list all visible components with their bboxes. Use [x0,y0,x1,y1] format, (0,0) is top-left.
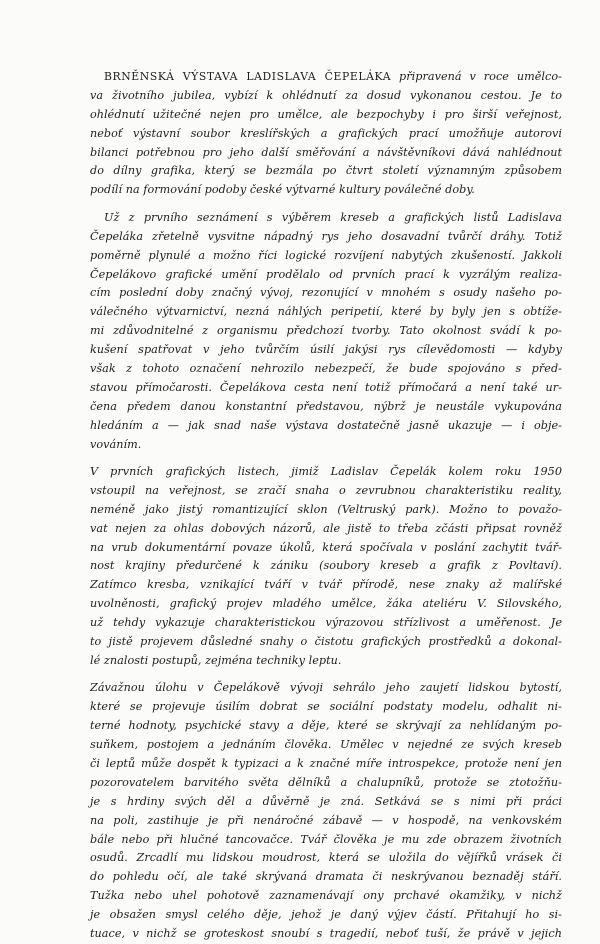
paragraph-2 [90,209,562,455]
line-rest: připravená v roce umělco- [391,70,562,83]
text-line: podílí na formování podoby české výtvarné kultury poválečné doby. [90,183,475,197]
text-line: nost krajiny předurčené k zániku (soubory kreseb a grafik z Povltaví). [90,559,562,573]
text-line: které se projevuje úsilím dobrat se sociální podstaty modelu, odhalit ni- [90,700,562,714]
text-line: uvolněnosti, grafický projev mladého umělce, žáka ateliéru V. Silovského, [90,597,562,611]
text-line: Už z prvního seznámení s výběrem kreseb a grafických listů Ladislava [104,210,562,224]
text-line: ohlédnutí užitečné nejen pro umělce, ale bezpochyby i pro širší veřejnost, [90,107,562,121]
text-line: lé znalosti postupů, zejména techniky leptu. [90,653,342,667]
text-line: do pohledu očí, ale také skrývaná dramata či neskrývanou beznaděj stáří. [90,870,562,884]
text-line: osudů. Zrcadlí mu lidskou moudrost, která se uložila do vějířků vrásek či [90,851,562,865]
text-line: hledáním a — jak snad naše výstava dostatečně jasně ukazuje — i obje- [90,418,562,432]
text-line: stavou přímočarosti. Čepelákova cesta není totiž přímočará a není také ur- [90,380,562,394]
text-line: vováním. [90,437,142,451]
text-line: neboť výstavní soubor kreslířských a grafických prací umožňuje autorovi [90,126,562,140]
text-line: bále nebo při hlučné tancovačce. Tvář člověka je mu zde obrazem životních [90,832,562,846]
text-line: je s hrdiny svých děl a důvěrně je zná. Setkává se s nimi při práci [90,794,562,808]
paragraph-4 [90,679,562,943]
article-text [90,68,562,944]
text-line: do dílny grafika, který se bezmála po čtvrt století významným způsobem [90,164,562,178]
text-line: tuace, v nichž se groteskost snoubí s tragedií, neboť tuší, že právě v jejich [90,926,562,940]
lead-caps: BRNĚNSKÁ VÝSTAVA LADISLAVA ČEPELÁKA [104,70,392,83]
text-line: na poli, zastihuje je při nenáročné zábavě — v hospodě, na venkovském [90,813,562,827]
text-line: Tužka nebo uhel pohotově zaznamenávají ony prchavé okamžiky, v nichž [90,889,562,903]
paragraph-gap [90,200,562,209]
text-line: poměrně plynulé a možno říci logické rozvíjení nabytých zkušeností. Jakkoli [90,248,562,262]
paragraph-1 [90,68,562,200]
text-line: mi zdůvodnitelné z organismu předchozí tvorby. Tato okolnost svádí k po- [90,324,562,338]
text-line: neméně jako jistý romantizující sklon (Veltruský park). Možno to považo- [90,502,562,516]
text-line: Čepeláka zřetelně vysvitne nápadný rys jeho dosavadní tvůrčí dráhy. Totiž [90,229,562,243]
text-line: už tehdy vykazuje charakteristickou výrazovou střízlivost a uměřenost. Je [90,616,562,630]
text-line: Závažnou úlohu v Čepelákově vývoji sehrálo jeho zaujetí lidskou bytostí, [90,681,562,695]
text-line: vat nejen za ohlas dobových názorů, ale jistě to třeba zčásti připsat rovněž [90,521,562,535]
text-line: bilanci potřebnou pro jeho další směřování a návštěvníkovi dává nahlédnout [90,145,562,159]
text-line: pozorovatelem barvitého světa dělníků a chalupníků, protože se ztotožňu- [90,775,562,789]
text-line: to jistě projevem důsledné snahy o čistotu grafických prostředků a dokonal- [90,635,562,649]
text-line: Zatímco kresba, vznikající tváří v tvář přírodě, nese znaky až malířské [90,578,562,592]
text-line: vstoupil na veřejnost, se zračí snaha o zevrubnou charakteristiku reality, [90,483,562,497]
text-line: je obsažen smysl celého děje, jehož je daný výjev částí. Přitahují ho si- [90,908,562,922]
text-line: V prvních grafických listech, jimiž Ladislav Čepelák kolem roku 1950 [90,465,562,478]
text-line: na vrub dokumentární povaze úkolů, která spočívala v poslání zachytit tvář- [90,540,562,554]
text-line: válečného výtvarnictví, nezná náhlých peripetií, které by byly jen s obtíže- [90,305,562,319]
text-line: kušení spatřovat v jeho tvůrčím úsilí jakýsi rys cílevědomosti — kdyby [90,343,562,357]
text-line: terné hodnoty, psychické stavy a děje, které se skrývají za nehlídaným po- [90,719,562,733]
text-line [90,68,562,87]
paragraph-gap [90,454,562,463]
text-line: či leptů může dospět k typizaci a k značné míře introspekce, protože není jen [90,756,562,770]
paragraph-3 [90,463,562,671]
text-line: čena předem danou konstantní představou, nýbrž je neustále vykupována [90,399,562,413]
text-line: Čepelákovo grafické umění prodělalo od prvních prací k vyzrálým realiza- [90,267,562,281]
text-line: však z tohoto označení nehrozilo nebezpečí, že bude spojováno s před- [90,361,562,375]
text-line: cím poslední doby značný vývoj, rezonující v mnohém s osudy našeho po- [90,286,562,300]
paragraph-gap [90,671,562,680]
text-line: va životního jubilea, vybízí k ohlédnutí za dosud vykonanou cestou. Je to [90,88,562,102]
text-line: suňkem, postojem a jednáním člověka. Umělec v nejedné ze svých kreseb [90,738,562,752]
